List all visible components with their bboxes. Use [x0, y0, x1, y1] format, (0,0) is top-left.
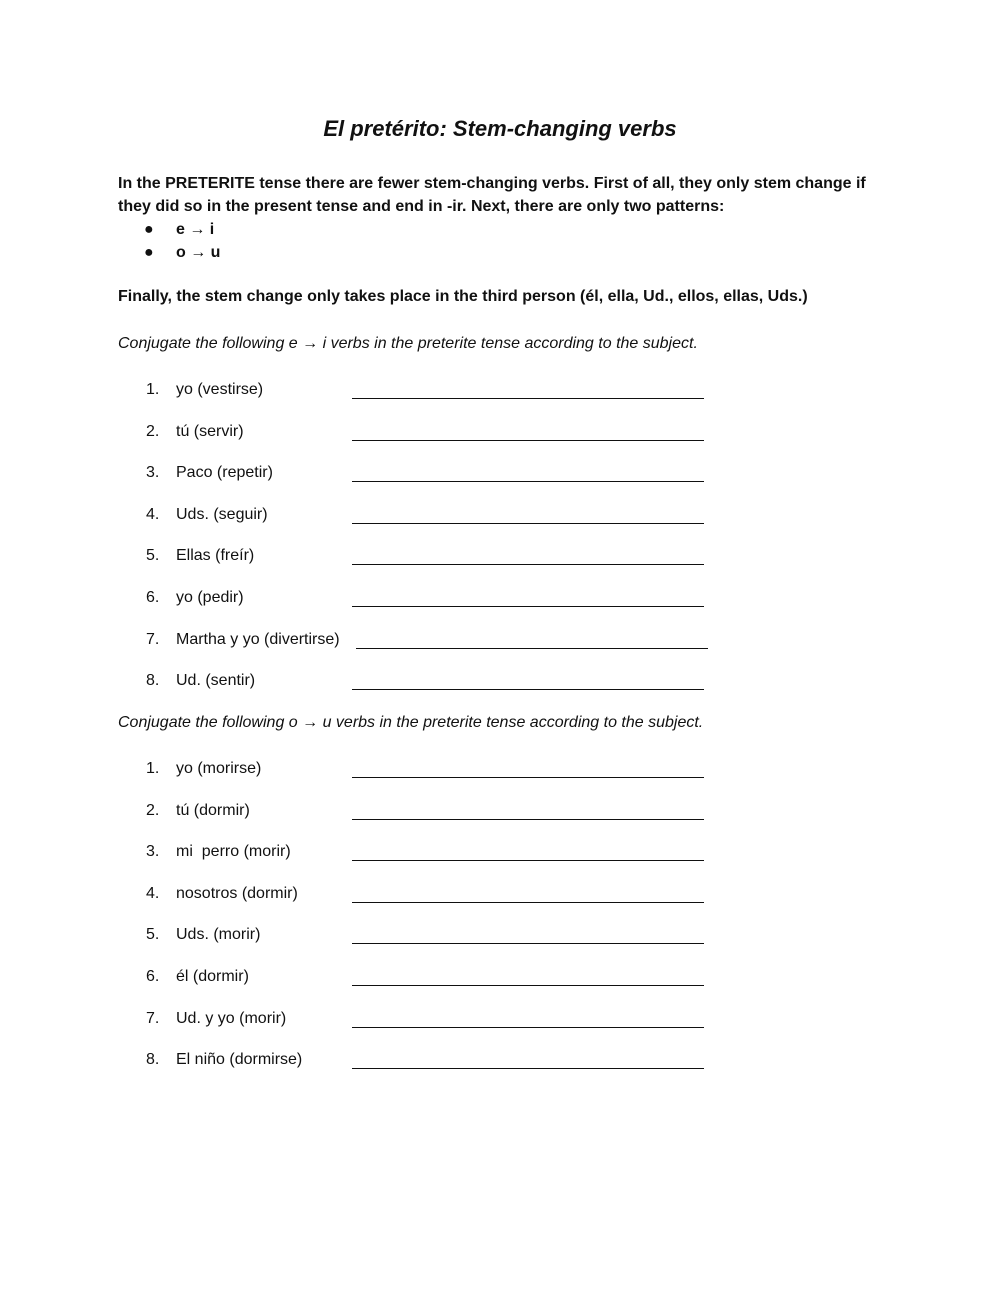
intro-paragraph: In the PRETERITE tense there are fewer stem-changing verbs. First of all, they only stem change if they did so in the present tense and end in -ir. Next, there are only two patterns: — [118, 175, 866, 215]
item-verb: Ud. (sentir) — [176, 672, 256, 690]
answer-blank[interactable] — [352, 1068, 704, 1069]
item-verb: mi perro (morir) — [176, 843, 291, 861]
answer-blank[interactable] — [352, 564, 704, 565]
item-number: 8. — [146, 1051, 160, 1069]
item-number: 1. — [146, 760, 160, 777]
item-verb: nosotros (dormir) — [176, 884, 298, 902]
answer-blank[interactable] — [352, 860, 704, 861]
item-number: 2. — [146, 422, 160, 440]
item-verb: Ud. y yo (morir) — [176, 1009, 287, 1027]
pattern-list — [118, 218, 878, 264]
item-number: 4. — [146, 505, 160, 523]
pattern-item — [118, 241, 878, 264]
item-number: 1. — [146, 381, 160, 398]
item-verb: yo (morirse) — [176, 760, 262, 777]
answer-blank[interactable] — [352, 777, 704, 778]
answer-blank[interactable] — [352, 1027, 704, 1028]
item-number: 6. — [146, 967, 160, 985]
answer-blank[interactable] — [352, 523, 704, 524]
item-number: 4. — [146, 884, 160, 902]
item-verb: Paco (repetir) — [176, 464, 273, 482]
pattern-label: o → u — [176, 244, 221, 261]
page-title: El pretérito: Stem-changing verbs — [323, 116, 677, 141]
section2-instruction: Conjugate the following o → u verbs in the preterite tense according to the subject. — [118, 714, 704, 731]
item-verb: tú (servir) — [176, 422, 244, 440]
answer-blank[interactable] — [352, 440, 704, 441]
item-number: 3. — [146, 464, 160, 482]
pattern-label: e → i — [176, 221, 215, 238]
intro-block — [118, 172, 878, 264]
item-number: 5. — [146, 926, 160, 944]
answer-blank[interactable] — [352, 902, 704, 903]
item-verb: Uds. (morir) — [176, 926, 261, 944]
answer-blank[interactable] — [352, 985, 704, 986]
answer-blank[interactable] — [352, 481, 704, 482]
item-verb: Martha y yo (divertirse) — [176, 630, 340, 648]
answer-blank[interactable] — [352, 606, 704, 607]
answer-blank[interactable] — [352, 398, 704, 399]
answer-blank[interactable] — [352, 819, 704, 820]
final-note: Finally, the stem change only takes place in the third person (él, ella, Ud., ellos, ellas, Uds.) — [118, 288, 808, 305]
item-number: 7. — [146, 1009, 160, 1027]
pattern-item — [118, 218, 878, 241]
item-verb: Uds. (seguir) — [176, 505, 268, 523]
bullet-icon: ● — [144, 221, 154, 238]
answer-blank[interactable] — [356, 648, 708, 649]
item-verb: yo (vestirse) — [176, 381, 264, 398]
answer-blank[interactable] — [352, 943, 704, 944]
item-number: 8. — [146, 672, 160, 690]
item-number: 6. — [146, 588, 160, 606]
item-number: 5. — [146, 547, 160, 565]
bullet-icon: ● — [144, 244, 154, 261]
answer-blank[interactable] — [352, 689, 704, 690]
item-number: 7. — [146, 630, 160, 648]
item-verb: Ellas (freír) — [176, 547, 255, 565]
item-verb: tú (dormir) — [176, 801, 250, 819]
item-verb: El niño (dormirse) — [176, 1051, 303, 1069]
item-verb: yo (pedir) — [176, 588, 244, 606]
item-verb: él (dormir) — [176, 967, 249, 985]
item-number: 3. — [146, 843, 160, 861]
item-number: 2. — [146, 801, 160, 819]
section1-instruction: Conjugate the following e → i verbs in the preterite tense according to the subject. — [118, 335, 698, 352]
